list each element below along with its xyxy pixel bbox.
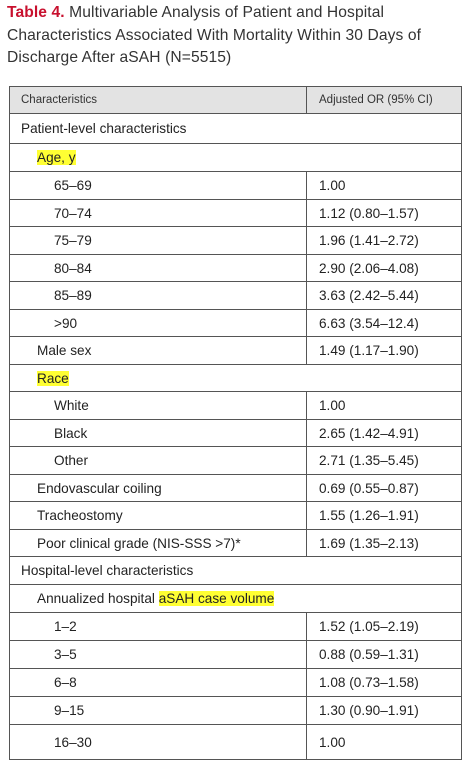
group-row-age <box>10 144 461 172</box>
row-value: 1.55 (1.26–1.91) <box>306 502 461 529</box>
row-label: 3–5 <box>54 647 77 662</box>
row-label: Tracheostomy <box>37 508 123 523</box>
section-label: Patient-level characteristics <box>21 121 187 136</box>
row-value: 1.00 <box>306 172 461 199</box>
row-label: 16–30 <box>54 734 92 750</box>
row-label: 1–2 <box>54 619 77 634</box>
row-value: 1.12 (0.80–1.57) <box>306 200 461 226</box>
data-table <box>9 86 462 760</box>
row-value: 3.63 (2.42–5.44) <box>306 282 461 309</box>
table-row <box>10 475 461 502</box>
table-row <box>10 282 461 310</box>
row-label: 80–84 <box>54 260 92 276</box>
table-row <box>10 310 461 337</box>
row-value: 6.63 (3.54–12.4) <box>306 310 461 336</box>
row-label: Endovascular coiling <box>37 480 162 496</box>
table-row <box>10 420 461 447</box>
row-label: 85–89 <box>54 288 92 303</box>
group-row-volume <box>10 585 461 613</box>
row-value: 1.30 (0.90–1.91) <box>306 697 461 724</box>
row-label: >90 <box>54 315 78 331</box>
row-label: Poor clinical grade (NIS-SSS >7)* <box>37 535 241 551</box>
table-row <box>10 641 461 669</box>
table-row <box>10 613 461 641</box>
table-row <box>10 337 461 365</box>
section-label: Hospital-level characteristics <box>21 563 194 578</box>
table-caption-label: Table 4. <box>7 4 65 21</box>
row-value: 1.00 <box>306 725 461 759</box>
group-label-race: Race <box>37 370 69 386</box>
table-row <box>10 725 461 759</box>
row-label: Male sex <box>37 343 92 358</box>
row-value: 1.08 (0.73–1.58) <box>306 669 461 696</box>
table-row <box>10 447 461 475</box>
row-value: 0.69 (0.55–0.87) <box>306 475 461 501</box>
table-caption-text: Multivariable Analysis of Patient and Hospital Characteristics Associated With Mortality Within 30 Days of Discharge After aSAH (N=5515) <box>7 4 422 66</box>
table-row <box>10 530 461 557</box>
row-label: 65–69 <box>54 178 92 193</box>
row-value: 1.69 (1.35–2.13) <box>306 530 461 556</box>
group-row-race <box>10 365 461 392</box>
section-row-hospital-level <box>10 557 461 585</box>
row-value: 1.96 (1.41–2.72) <box>306 227 461 254</box>
row-value: 2.71 (1.35–5.45) <box>306 447 461 474</box>
row-label: 75–79 <box>54 233 92 248</box>
row-label: 6–8 <box>54 675 77 690</box>
section-row-patient-level <box>10 114 461 144</box>
group-label-volume-highlight: aSAH case volume <box>158 591 275 606</box>
row-value: 0.88 (0.59–1.31) <box>306 641 461 668</box>
table-header-row <box>10 87 461 114</box>
table-row <box>10 697 461 725</box>
row-value: 1.52 (1.05–2.19) <box>306 613 461 640</box>
row-label: 9–15 <box>54 703 85 718</box>
row-label: Other <box>54 453 88 468</box>
row-label: Black <box>54 425 88 441</box>
row-value: 2.90 (2.06–4.08) <box>306 255 461 281</box>
table-row <box>10 392 461 420</box>
table-row <box>10 200 461 227</box>
row-value: 1.49 (1.17–1.90) <box>306 337 461 364</box>
table-row <box>10 255 461 282</box>
table-row <box>10 502 461 530</box>
row-label: 70–74 <box>54 205 92 221</box>
column-header-characteristics: Characteristics <box>21 94 98 106</box>
table-row <box>10 172 461 200</box>
column-header-adjusted-or: Adjusted OR (95% CI) <box>306 87 461 113</box>
row-value: 2.65 (1.42–4.91) <box>306 420 461 446</box>
table-row <box>10 669 461 697</box>
group-label-volume: Annualized hospital <box>37 591 159 606</box>
row-value: 1.00 <box>306 392 461 419</box>
row-label: White <box>54 398 89 413</box>
group-label-age: Age, y <box>37 150 76 165</box>
table-row <box>10 227 461 255</box>
table-caption <box>7 2 469 70</box>
